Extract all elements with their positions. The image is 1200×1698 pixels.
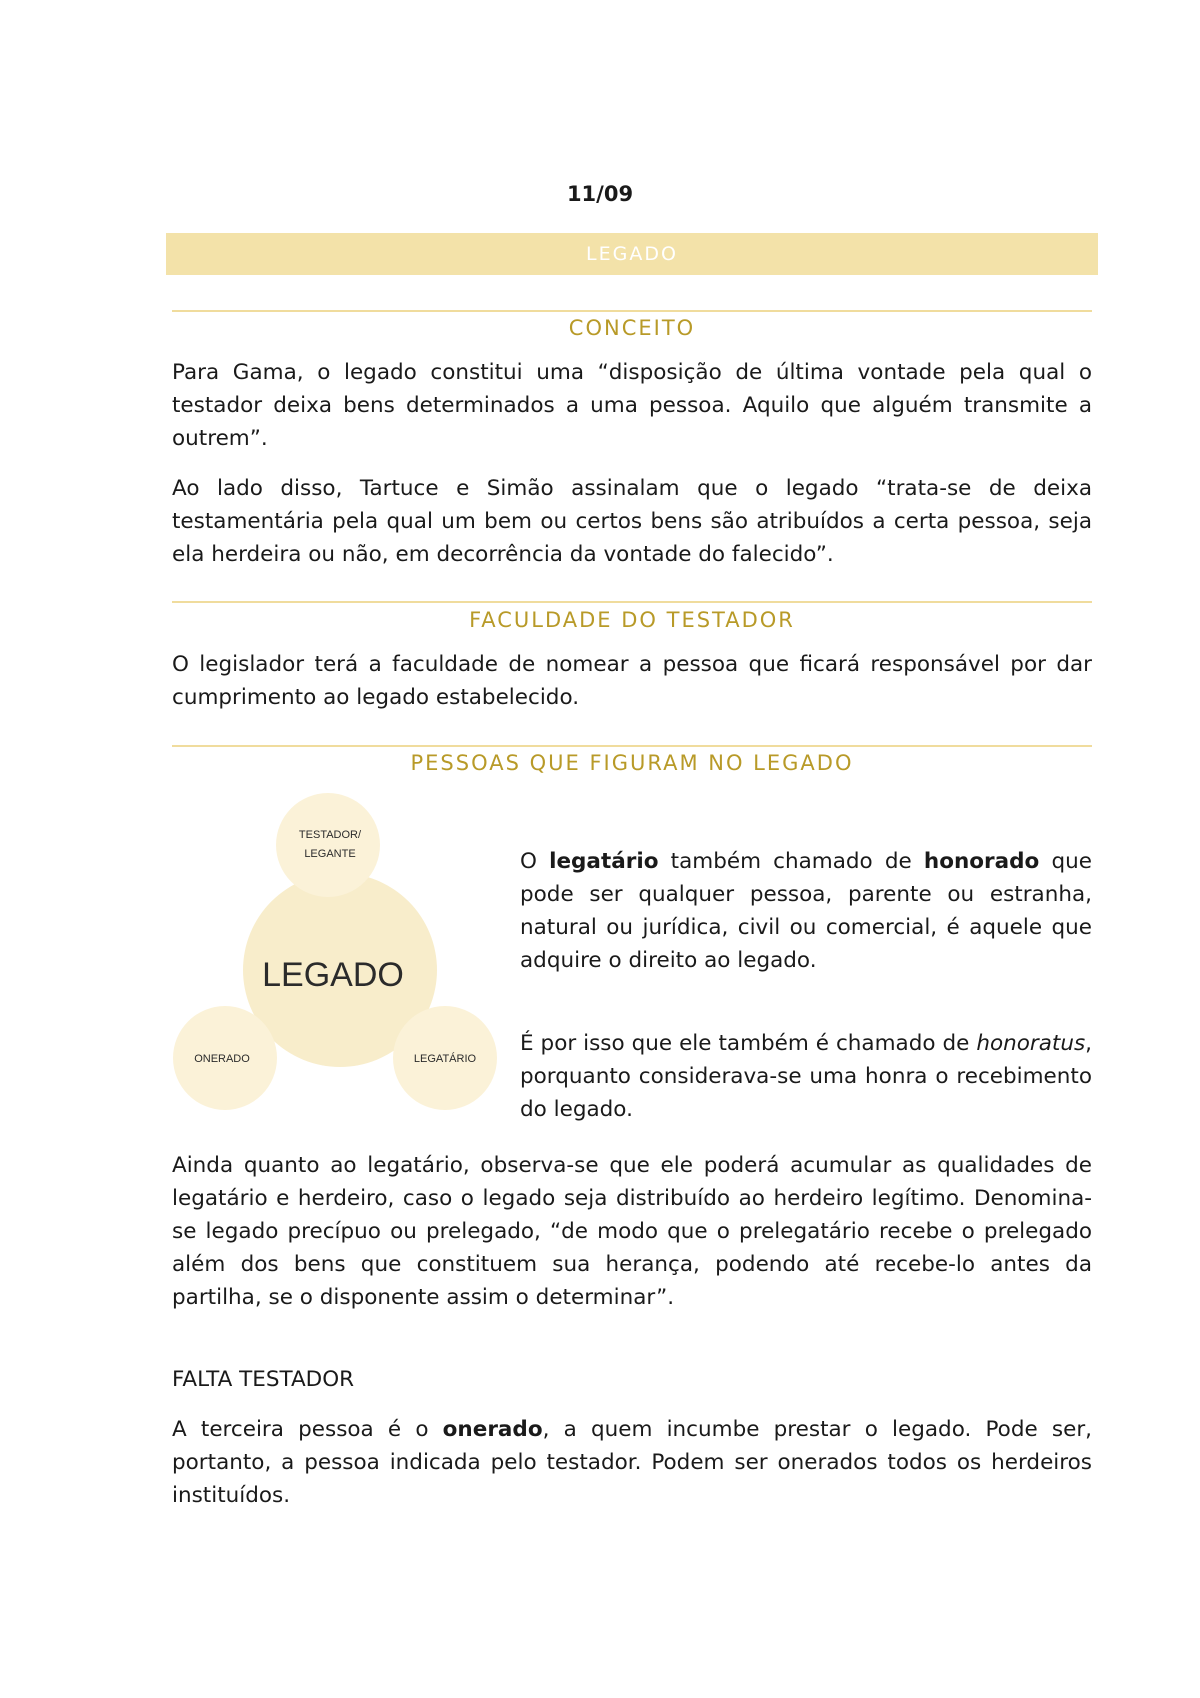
section-heading-pessoas: PESSOAS QUE FIGURAM NO LEGADO [410, 751, 854, 775]
diagram-top-circle [276, 793, 380, 897]
text-run: que pode ser qualquer pessoa, parente ou estranha, natural ou jurídica, civil ou comercial, é aquele que adquire o direito ao legado. [520, 849, 1093, 973]
diagram-right-label: LEGATÁRIO [413, 1053, 477, 1065]
text-run: , a quem incumbe prestar o legado. Pode ser, portanto, a pessoa indicada pelo testador. Podem ser onerados todos os herdeiros instituídos. [172, 1417, 1092, 1508]
paragraph-conceito-gama: Para Gama, o legado constitui uma “disposição de última vontade pela qual o testador deixa bens determinados a uma pessoa. Aquilo que alguém transmite a outrem”. [172, 360, 1092, 451]
falta-testador-label: FALTA TESTADOR [172, 1367, 355, 1392]
paragraph-conceito-tartuce: Ao lado disso, Tartuce e Simão assinalam que o legado “trata-se de deixa testamentária pela qual um bem ou certos bens são atribuídos a certa pessoa, seja ela herdeira ou não, em decorrência da vontade do falecido”. [172, 476, 1092, 567]
section-divider [172, 310, 1092, 312]
paragraph-prelegado: Ainda quanto ao legatário, observa-se que ele poderá acumular as qualidades de legatário e herdeiro, caso o legado seja distribuído ao herdeiro legítimo. Denomina-se legado precípuo ou prelegado, “de modo que o prelegatário recebe o prelegado além dos bens que constituem sua herança, podendo até recebe-lo antes da partilha, se o disponente assim o determinar”. [172, 1153, 1092, 1310]
text-run: , porquanto considerava-se uma honra o recebimento do legado. [520, 1031, 1092, 1122]
title-banner [166, 233, 1098, 275]
section-divider [172, 601, 1092, 603]
text-run: O [520, 849, 550, 874]
term-onerado: onerado [442, 1417, 543, 1442]
text-run: A terceira pessoa é o [172, 1417, 443, 1442]
paragraph-honoratus [520, 1027, 1092, 1126]
text-run: também chamado de [658, 849, 924, 874]
section-heading-conceito: CONCEITO [568, 316, 696, 340]
date: 11/09 [566, 182, 634, 206]
legado-diagram [170, 790, 510, 1130]
paragraph-legatario [520, 845, 1092, 977]
diagram-left-label: ONERADO [194, 1053, 250, 1065]
paragraph-onerado [172, 1413, 1092, 1512]
section-heading-faculdade: FACULDADE DO TESTADOR [469, 608, 795, 632]
term-legatario: legatário [549, 849, 659, 874]
diagram-top-label-line2: LEGANTE [304, 848, 356, 860]
term-honoratus: honoratus [976, 1031, 1086, 1056]
term-honorado: honorado [923, 849, 1040, 874]
diagram-top-label-line1: TESTADOR/ [298, 829, 362, 841]
text-run: É por isso que ele também é chamado de [520, 1031, 977, 1056]
diagram-center-label: LEGADO [262, 956, 404, 994]
page-title: LEGADO [586, 243, 678, 265]
section-divider [172, 745, 1092, 747]
paragraph-faculdade: O legislador terá a faculdade de nomear a pessoa que ficará responsável por dar cumprimento ao legado estabelecido. [172, 652, 1092, 710]
